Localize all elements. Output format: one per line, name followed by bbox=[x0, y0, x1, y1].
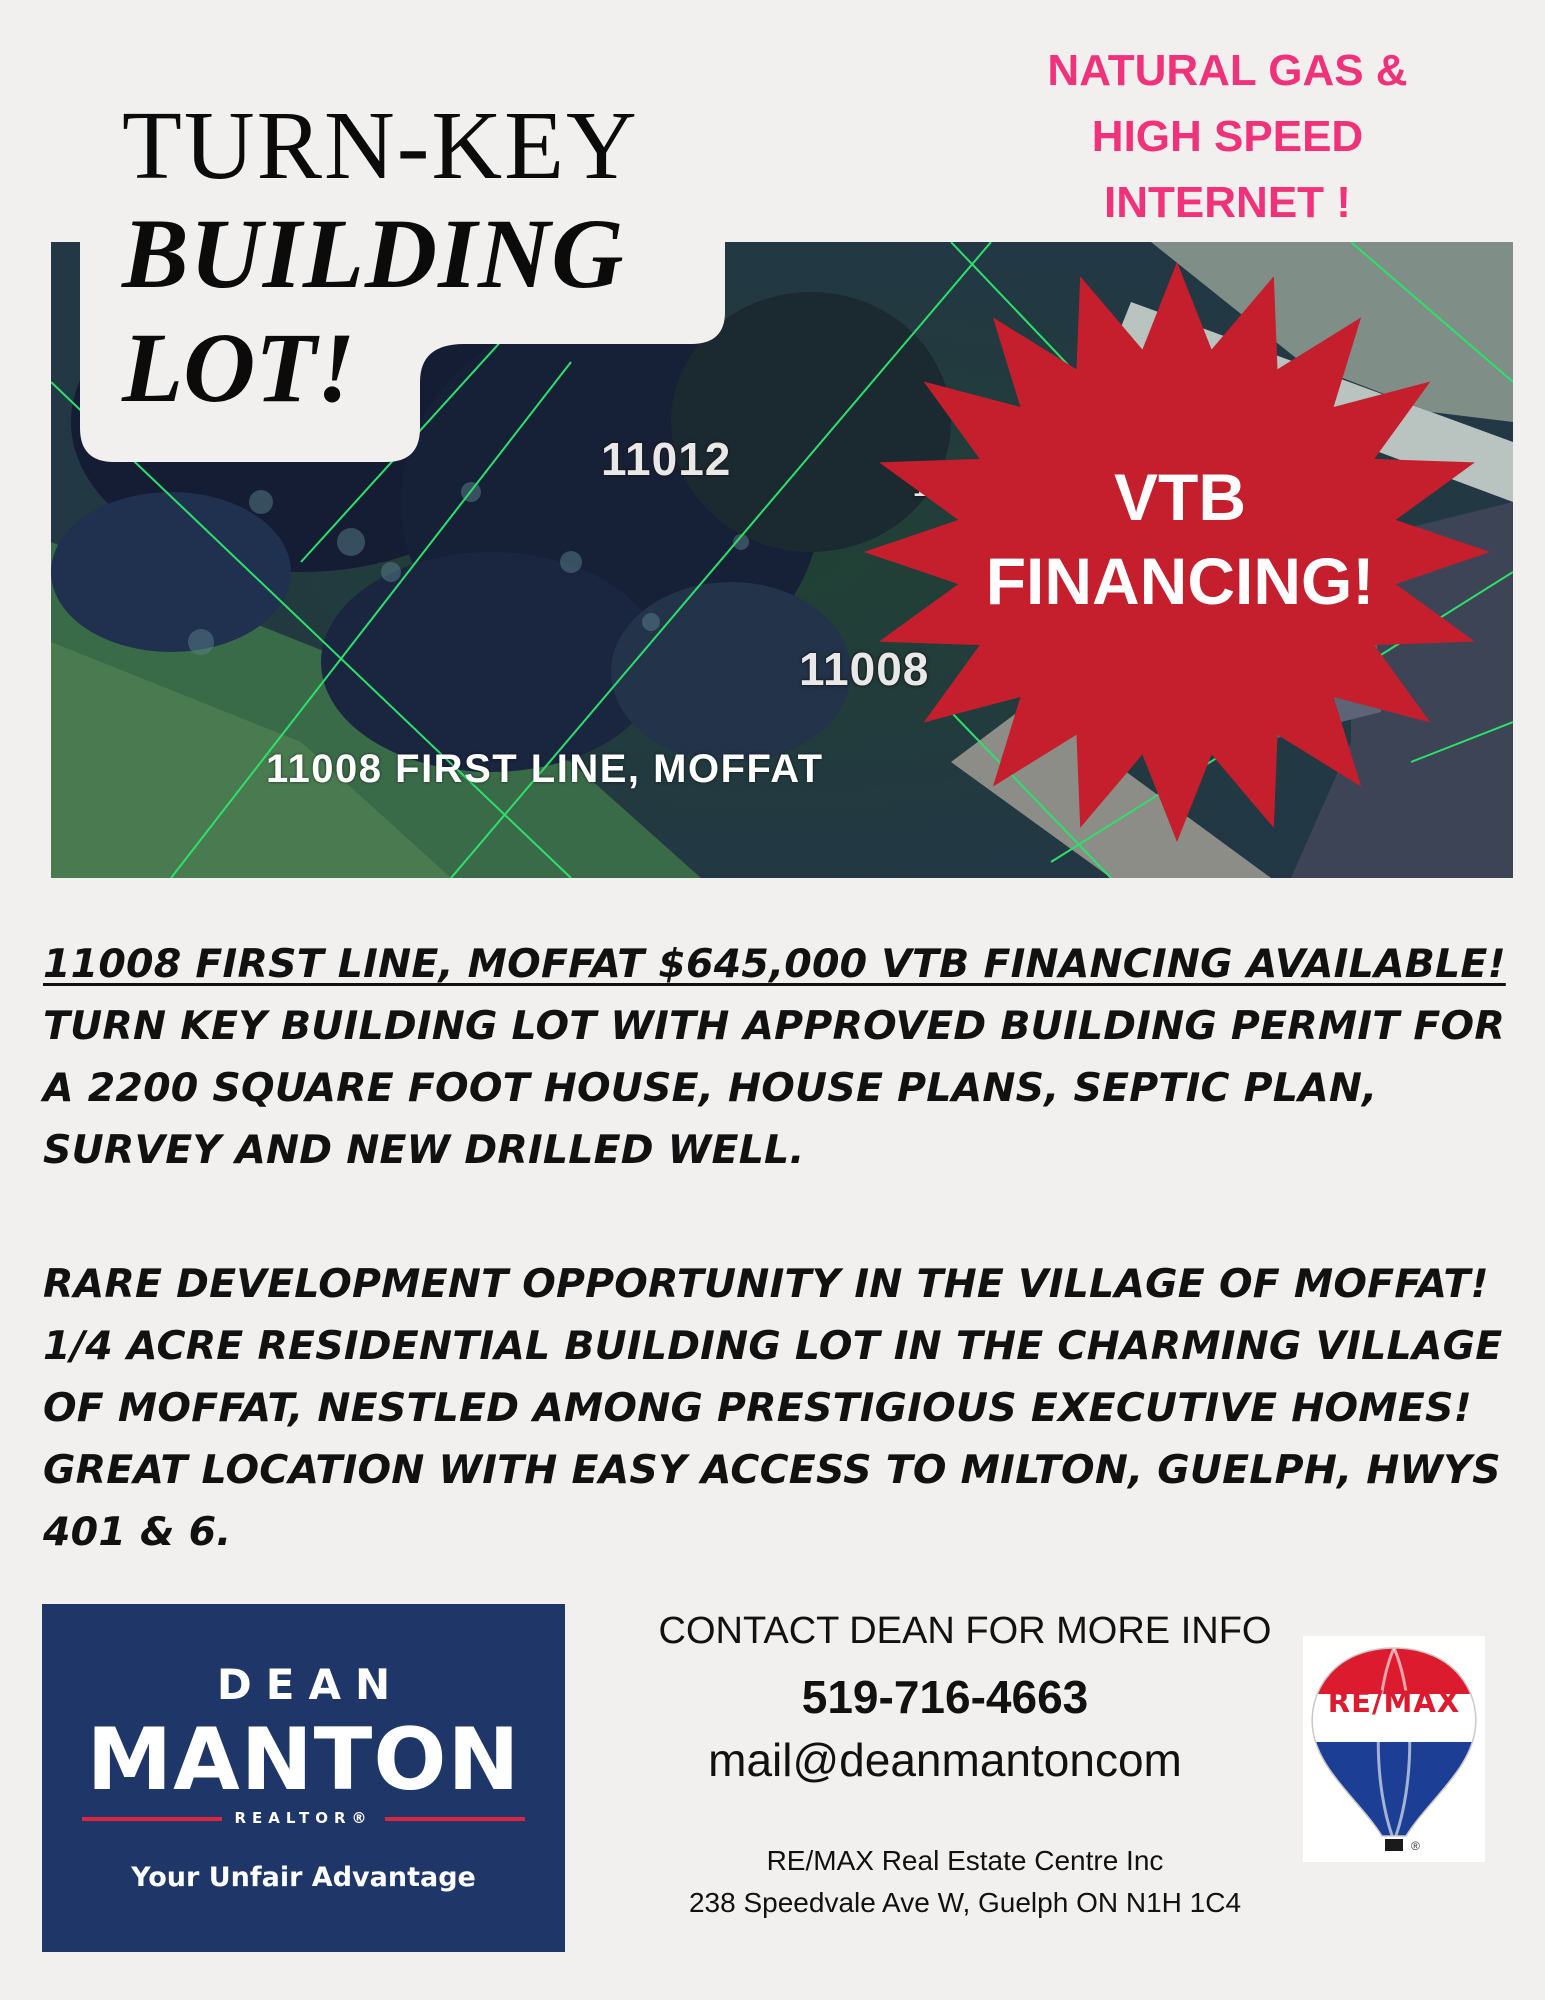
utilities-note-line: INTERNET ! bbox=[1104, 178, 1351, 227]
utilities-note-line: HIGH SPEED bbox=[1091, 112, 1364, 161]
headline-box bbox=[80, 72, 725, 462]
listing-paragraph-1: TURN KEY BUILDING LOT WITH APPROVED BUILDING PERMIT FOR A 2200 SQUARE FOOT HOUSE, HOUSE PLANS, SEPTIC PLAN, SURVEY AND NEW DRILLED WELL. bbox=[43, 1003, 1505, 1173]
office-name: RE/MAX Real Estate Centre Inc bbox=[766, 1845, 1164, 1876]
agent-tagline: Your Unfair Advantage bbox=[131, 1862, 476, 1893]
contact-email[interactable]: mail@deanmantoncom bbox=[708, 1734, 1182, 1786]
headline-line-2: BUILDING bbox=[122, 198, 625, 309]
utilities-note bbox=[985, 38, 1470, 236]
listing-summary-rest: ,000 VTB FINANCING AVAILABLE! bbox=[769, 941, 1506, 987]
listing-summary-underlined: 11008 FIRST LINE, MOFFAT $645 bbox=[43, 941, 770, 987]
headline-line-1: TURN-KEY bbox=[122, 92, 639, 200]
remax-logo bbox=[1303, 1636, 1485, 1862]
remax-wordmark: RE/MAX bbox=[1327, 1685, 1461, 1719]
lot-number-label: 11008 bbox=[799, 643, 930, 695]
listing-paragraph-2: RARE DEVELOPMENT OPPORTUNITY IN THE VILLAGE OF MOFFAT! 1/4 ACRE RESIDENTIAL BUILDING LOT IN THE CHARMING VILLAGE OF MOFFAT, NESTLED AMONG PRESTIGIOUS EXECUTIVE HOMES! GREAT LOCATION WITH EASY ACCESS TO MILTON, GUELPH, HWYS 401 & 6. bbox=[43, 1261, 1503, 1555]
contact-phone[interactable]: 519-716-4663 bbox=[801, 1671, 1089, 1723]
financing-burst-text bbox=[945, 455, 1415, 623]
agent-role: REALTOR® bbox=[234, 1809, 373, 1827]
financing-burst-line: FINANCING! bbox=[985, 544, 1375, 618]
registered-mark: ® bbox=[1411, 1839, 1420, 1853]
agent-last-name: MANTON bbox=[86, 1710, 521, 1810]
listing-summary bbox=[43, 933, 1513, 1181]
office-address: 238 Speedvale Ave W, Guelph ON N1H 1C4 bbox=[688, 1887, 1242, 1918]
contact-heading: CONTACT DEAN FOR MORE INFO bbox=[658, 1610, 1272, 1652]
utilities-note-line: NATURAL GAS & bbox=[1047, 46, 1408, 95]
agent-card bbox=[42, 1604, 565, 1952]
remax-balloon-icon bbox=[1303, 1636, 1485, 1862]
lot-number-label: 11012 bbox=[601, 433, 732, 485]
address-caption: 11008 FIRST LINE, MOFFAT bbox=[266, 747, 824, 791]
financing-burst-line: VTB bbox=[1114, 460, 1246, 534]
headline-line-3: LOT! bbox=[122, 312, 356, 423]
agent-first-name: DEAN bbox=[216, 1660, 405, 1709]
